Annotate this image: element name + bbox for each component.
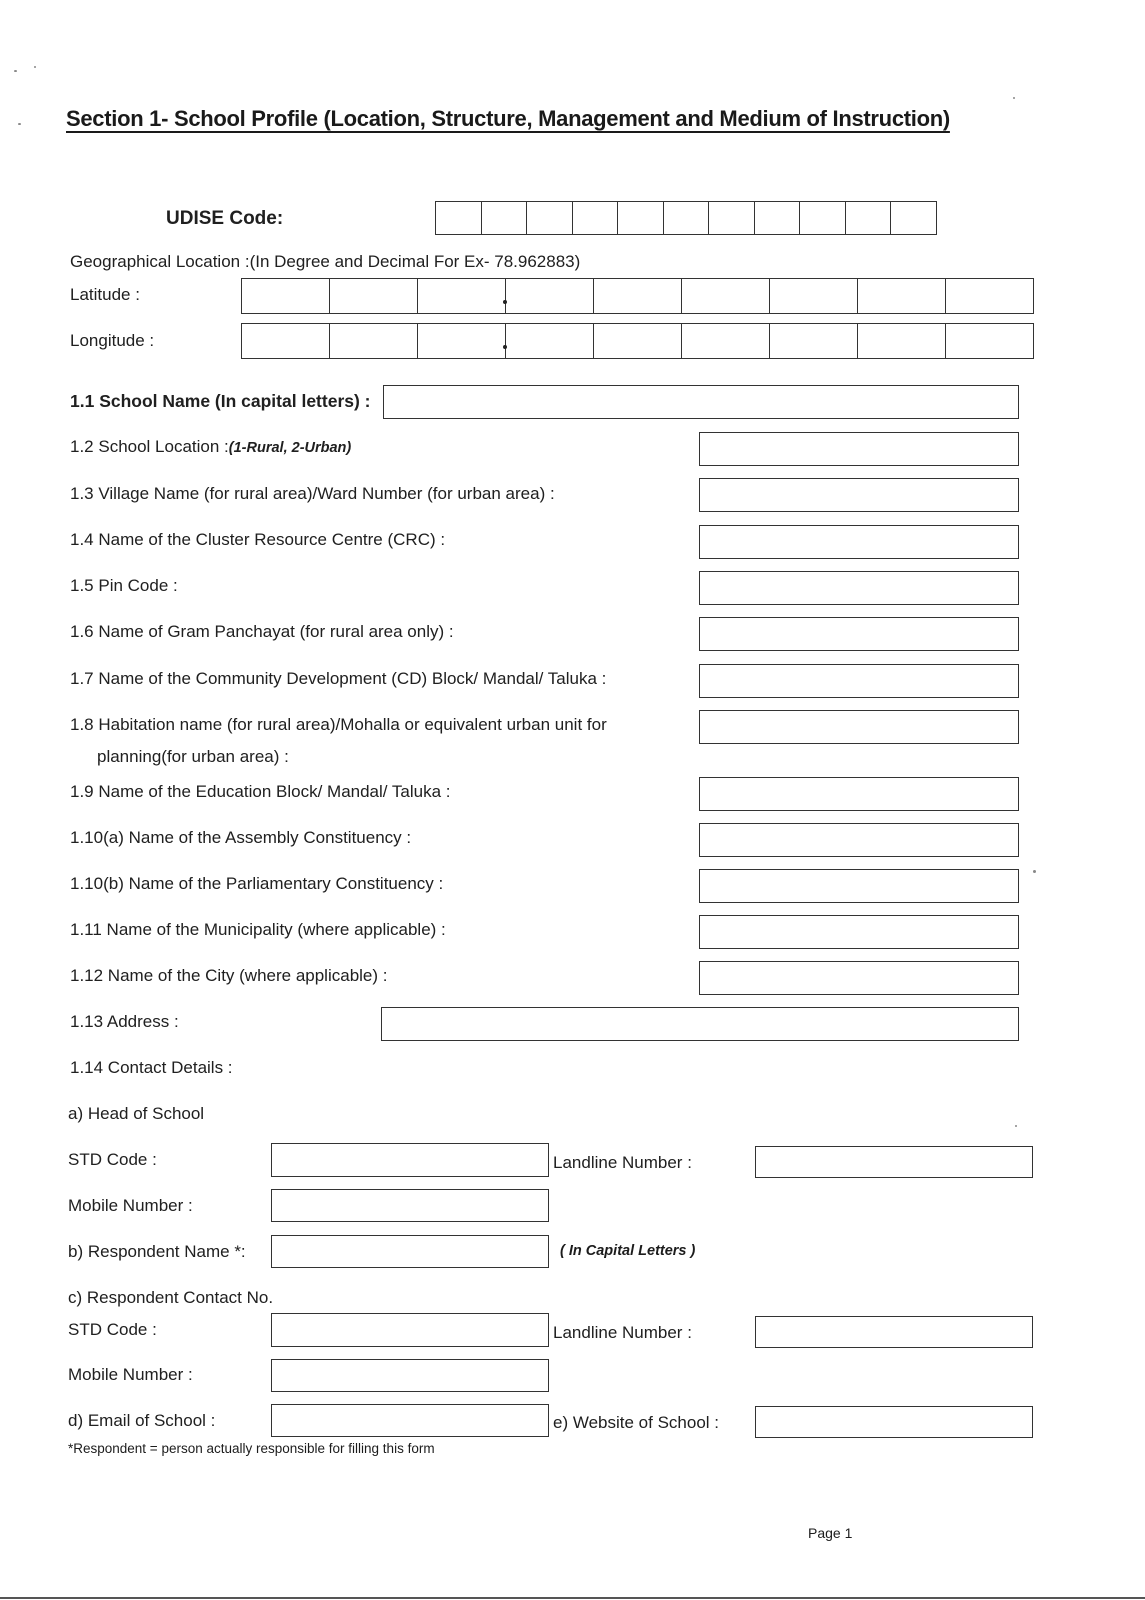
school-location-label (70, 437, 351, 457)
latitude-digit-cell[interactable] (506, 279, 594, 313)
mobile-number-label-2: Mobile Number : (68, 1365, 193, 1384)
respondent-contact-label: c) Respondent Contact No. (68, 1288, 274, 1307)
latitude-input[interactable] (241, 278, 1034, 314)
udise-digit-cell[interactable] (709, 202, 755, 234)
address-label: 1.13 Address : (70, 1012, 179, 1031)
pin-code-input[interactable] (699, 571, 1019, 605)
head-std-code-input[interactable] (271, 1143, 549, 1177)
longitude-digit-cell[interactable] (682, 324, 770, 358)
scan-speck (1015, 1125, 1017, 1127)
longitude-digit-cell[interactable] (594, 324, 682, 358)
school-website-input[interactable] (755, 1406, 1033, 1438)
cd-block-label: 1.7 Name of the Community Development (CD) Block/ Mandal/ Taluka : (70, 669, 607, 688)
municipality-label: 1.11 Name of the Municipality (where applicable) : (70, 920, 446, 939)
udise-digit-cell[interactable] (573, 202, 619, 234)
respondent-name-input[interactable] (271, 1235, 549, 1268)
head-landline-input[interactable] (755, 1146, 1033, 1178)
latitude-label: Latitude : (70, 285, 140, 304)
parliamentary-constituency-input[interactable] (699, 869, 1019, 903)
municipality-input[interactable] (699, 915, 1019, 949)
longitude-digit-cell[interactable] (770, 324, 858, 358)
longitude-digit-cell[interactable] (946, 324, 1033, 358)
village-name-input[interactable] (699, 478, 1019, 512)
page-bottom-edge (0, 1597, 1145, 1599)
udise-digit-cell[interactable] (664, 202, 710, 234)
udise-digit-cell[interactable] (891, 202, 936, 234)
address-input[interactable] (381, 1007, 1019, 1041)
longitude-input[interactable] (241, 323, 1034, 359)
head-mobile-input[interactable] (271, 1189, 549, 1222)
landline-label: Landline Number : (553, 1153, 692, 1172)
cd-block-input[interactable] (699, 664, 1019, 698)
longitude-digit-cell[interactable] (242, 324, 330, 358)
std-code-label-2: STD Code : (68, 1320, 157, 1339)
scan-speck (1013, 97, 1015, 99)
udise-digit-cell[interactable] (755, 202, 801, 234)
city-label: 1.12 Name of the City (where applicable) : (70, 966, 388, 985)
udise-digit-cell[interactable] (436, 202, 482, 234)
std-code-label: STD Code : (68, 1150, 157, 1169)
crc-name-input[interactable] (699, 525, 1019, 559)
latitude-digit-cell[interactable] (330, 279, 418, 313)
udise-digit-cell[interactable] (800, 202, 846, 234)
school-name-label: 1.1 School Name (In capital letters) : (70, 391, 371, 411)
school-location-input[interactable] (699, 432, 1019, 466)
habitation-label: 1.8 Habitation name (for rural area)/Mohalla or equivalent urban unit for (70, 715, 607, 734)
gram-panchayat-label: 1.6 Name of Gram Panchayat (for rural area only) : (70, 622, 454, 641)
city-input[interactable] (699, 961, 1019, 995)
udise-label: UDISE Code: (166, 208, 284, 229)
crc-name-label: 1.4 Name of the Cluster Resource Centre (CRC) : (70, 530, 446, 549)
gram-panchayat-input[interactable] (699, 617, 1019, 651)
parliamentary-constituency-label: 1.10(b) Name of the Parliamentary Constituency : (70, 874, 444, 893)
latitude-digit-cell[interactable] (946, 279, 1033, 313)
contact-details-label: 1.14 Contact Details : (70, 1058, 233, 1077)
school-location-label-text: 1.2 School Location : (70, 437, 229, 456)
respondent-footnote: *Respondent = person actually responsible for filling this form (68, 1441, 435, 1456)
respondent-landline-input[interactable] (755, 1316, 1033, 1348)
udise-digit-cell[interactable] (527, 202, 573, 234)
longitude-digit-cell[interactable] (418, 324, 506, 358)
longitude-digit-cell[interactable] (858, 324, 946, 358)
scan-speck (18, 123, 21, 125)
school-website-label: e) Website of School : (553, 1413, 719, 1432)
respondent-mobile-input[interactable] (271, 1359, 549, 1392)
latitude-digit-cell[interactable] (418, 279, 506, 313)
page-number: Page 1 (808, 1525, 853, 1541)
longitude-digit-cell[interactable] (506, 324, 594, 358)
school-email-label: d) Email of School : (68, 1411, 216, 1430)
scan-speck (34, 66, 36, 68)
scan-speck (1033, 870, 1036, 873)
landline-label-2: Landline Number : (553, 1323, 692, 1342)
capital-letters-hint: ( In Capital Letters ) (560, 1243, 696, 1259)
school-email-input[interactable] (271, 1404, 549, 1437)
habitation-label-cont: planning(for urban area) : (97, 747, 289, 766)
udise-digit-cell[interactable] (482, 202, 528, 234)
longitude-label: Longitude : (70, 331, 155, 350)
udise-digit-cell[interactable] (618, 202, 664, 234)
mobile-number-label: Mobile Number : (68, 1196, 193, 1215)
latitude-digit-cell[interactable] (682, 279, 770, 313)
respondent-name-label: b) Respondent Name *: (68, 1242, 246, 1261)
school-location-hint: (1-Rural, 2-Urban) (228, 440, 352, 456)
village-name-label: 1.3 Village Name (for rural area)/Ward Number (for urban area) : (70, 484, 555, 503)
assembly-constituency-input[interactable] (699, 823, 1019, 857)
udise-code-input[interactable] (435, 201, 937, 235)
udise-digit-cell[interactable] (846, 202, 892, 234)
respondent-std-code-input[interactable] (271, 1313, 549, 1347)
geo-location-heading: Geographical Location :(In Degree and Decimal For Ex- 78.962883) (70, 252, 581, 271)
latitude-digit-cell[interactable] (594, 279, 682, 313)
habitation-input[interactable] (699, 710, 1019, 744)
scan-speck (14, 70, 17, 72)
education-block-input[interactable] (699, 777, 1019, 811)
latitude-digit-cell[interactable] (858, 279, 946, 313)
assembly-constituency-label: 1.10(a) Name of the Assembly Constituency : (70, 828, 412, 847)
pin-code-label: 1.5 Pin Code : (70, 576, 178, 595)
head-of-school-label: a) Head of School (68, 1104, 205, 1123)
education-block-label: 1.9 Name of the Education Block/ Mandal/ Taluka : (70, 782, 451, 801)
latitude-digit-cell[interactable] (770, 279, 858, 313)
latitude-digit-cell[interactable] (242, 279, 330, 313)
longitude-digit-cell[interactable] (330, 324, 418, 358)
school-name-input[interactable] (383, 385, 1019, 419)
section-title: Section 1- School Profile (Location, Structure, Management and Medium of Instruction) (66, 106, 950, 131)
